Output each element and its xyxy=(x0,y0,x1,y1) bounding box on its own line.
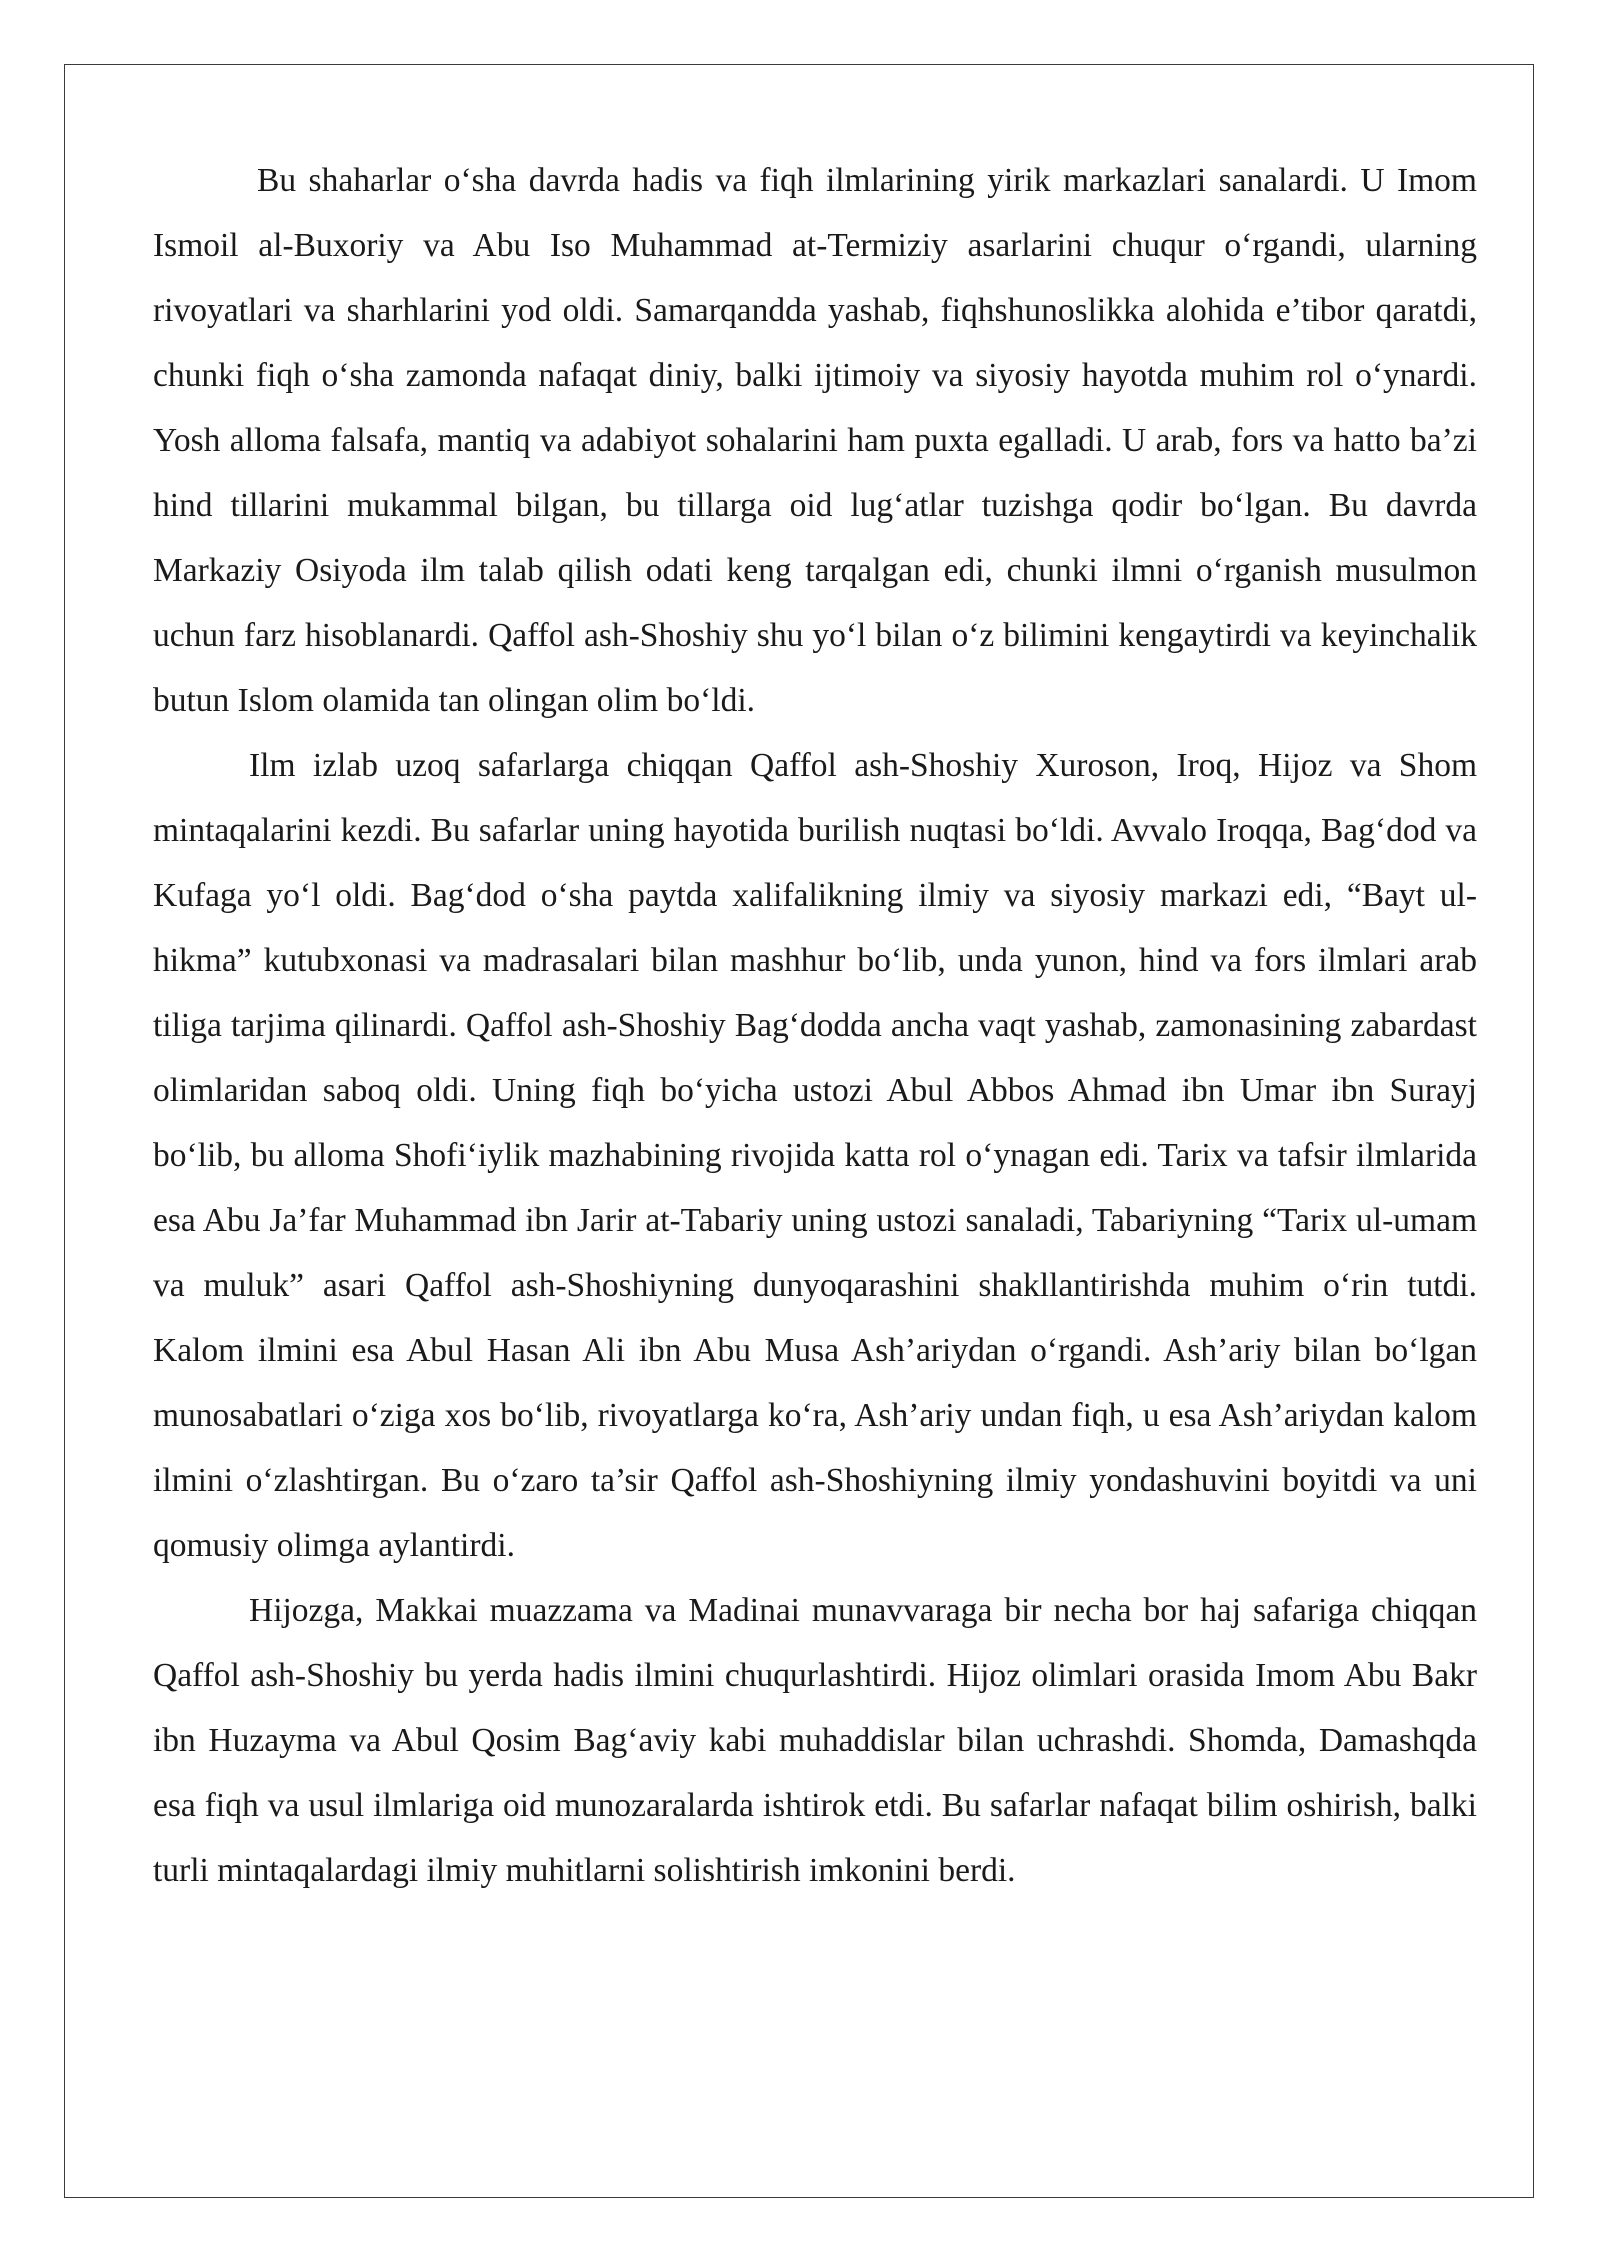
paragraph-1: Bu shaharlar o‘sha davrda hadis va fiqh ilmlarining yirik markazlari sanalardi. U Imom Ismoil al-Buxoriy va Abu Iso Muhammad at-Termiziy asarlarini chuqur o‘rgandi, ularning rivoyatlari va sharhlarini yod oldi. Samarqandda yashab, fiqhshunoslikka alohida e’tibor qaratdi, chunki fiqh o‘sha zamonda nafaqat diniy, balki ijtimoiy va siyosiy hayotda muhim rol o‘ynardi. Yosh alloma falsafa, mantiq va adabiyot sohalarini ham puxta egalladi. U arab, fors va hatto ba’zi hind tillarini mukammal bilgan, bu tillarga oid lug‘atlar tuzishga qodir bo‘lgan. Bu davrda Markaziy Osiyoda ilm talab qilish odati keng tarqalgan edi, chunki ilmni o‘rganish musulmon uchun farz hisoblanardi. Qaffol ash-Shoshiy shu yo‘l bilan o‘z bilimini kengaytirdi va keyinchalik butun Islom olamida tan olingan olim bo‘ldi. xyxy=(153,162,1477,719)
document-body xyxy=(153,148,1477,1903)
paragraph-3: Hijozga, Makkai muazzama va Madinai munavvaraga bir necha bor haj safariga chiqqan Qaffol ash-Shoshiy bu yerda hadis ilmini chuqurlashtirdi. Hijoz olimlari orasida Imom Abu Bakr ibn Huzayma va Abul Qosim Bag‘aviy kabi muhaddislar bilan uchrashdi. Shomda, Damashqda esa fiqh va usul ilmlariga oid munozaralarda ishtirok etdi. Bu safarlar nafaqat bilim oshirish, balki turli mintaqalardagi ilmiy muhitlarni solishtirish imkonini berdi. xyxy=(153,1592,1477,1889)
paragraph-2: Ilm izlab uzoq safarlarga chiqqan Qaffol ash-Shoshiy Xuroson, Iroq, Hijoz va Shom mintaqalarini kezdi. Bu safarlar uning hayotida burilish nuqtasi bo‘ldi. Avvalo Iroqqa, Bag‘dod va Kufaga yo‘l oldi. Bag‘dod o‘sha paytda xalifalikning ilmiy va siyosiy markazi edi, “Bayt ul-hikma” kutubxonasi va madrasalari bilan mashhur bo‘lib, unda yunon, hind va fors ilmlari arab tiliga tarjima qilinardi. Qaffol ash-Shoshiy Bag‘dodda ancha vaqt yashab, zamonasining zabardast olimlaridan saboq oldi. Uning fiqh bo‘yicha ustozi Abul Abbos Ahmad ibn Umar ibn Surayj bo‘lib, bu alloma Shofi‘iylik mazhabining rivojida katta rol o‘ynagan edi. Tarix va tafsir ilmlarida esa Abu Ja’far Muhammad ibn Jarir at-Tabariy uning ustozi sanaladi, Tabariyning “Tarix ul-umam va muluk” asari Qaffol ash-Shoshiyning dunyoqarashini shakllantirishda muhim o‘rin tutdi. Kalom ilmini esa Abul Hasan Ali ibn Abu Musa Ash’ariydan o‘rgandi. Ash’ariy bilan bo‘lgan munosabatlari o‘ziga xos bo‘lib, rivoyatlarga ko‘ra, Ash’ariy undan fiqh, u esa Ash’ariydan kalom ilmini o‘zlashtirgan. Bu o‘zaro ta’sir Qaffol ash-Shoshiyning ilmiy yondashuvini boyitdi va uni qomusiy olimga aylantirdi. xyxy=(153,747,1477,1564)
